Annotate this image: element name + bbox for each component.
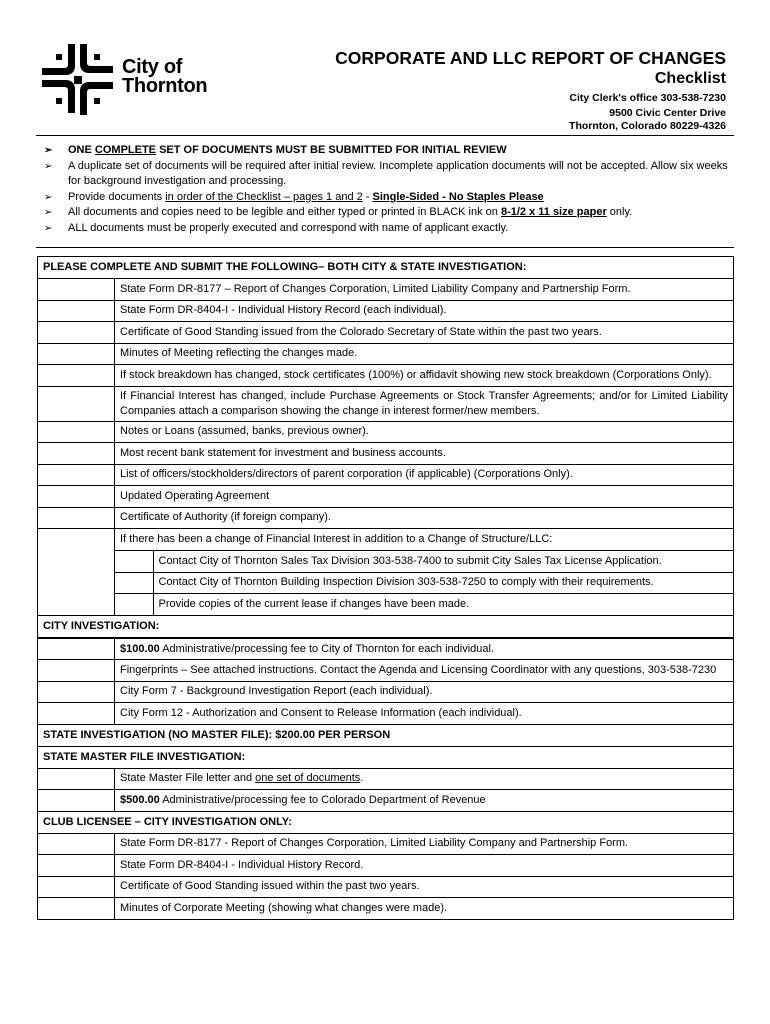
fee-amount: $500.00 xyxy=(120,793,160,806)
checklist-item: City Form 12 - Authorization and Consent to Release Information (each individual). xyxy=(115,703,734,725)
checkbox-cell[interactable] xyxy=(38,703,115,725)
checkbox-cell[interactable] xyxy=(38,681,115,703)
checklist-item: City Form 7 - Background Investigation Report (each individual). xyxy=(115,681,734,703)
section-heading-city: CITY INVESTIGATION: xyxy=(38,616,734,639)
checklist-row xyxy=(38,833,734,855)
checklist-row xyxy=(38,876,734,898)
checkbox-cell[interactable] xyxy=(38,486,115,508)
checklist-item: If there has been a change of Financial Interest in addition to a Change of Structure/LLC: xyxy=(115,529,734,551)
sub-checklist-item: Contact City of Thornton Building Inspection Division 303-538-7250 to comply with their requirements. xyxy=(153,572,733,594)
section-heading-club: CLUB LICENSEE – CITY INVESTIGATION ONLY: xyxy=(38,811,734,833)
checkbox-cell[interactable] xyxy=(38,660,115,682)
checklist-item: Minutes of Corporate Meeting (showing what changes were made). xyxy=(115,898,734,920)
checkbox-cell[interactable] xyxy=(38,464,115,486)
checklist-row xyxy=(38,768,734,790)
checklist-row xyxy=(38,790,734,812)
checklist-item-fee xyxy=(115,638,734,660)
checklist-item: State Form DR-8404-I - Individual History Record. xyxy=(115,855,734,877)
checklist-row xyxy=(38,443,734,465)
checklist-row xyxy=(38,681,734,703)
checkbox-cell[interactable] xyxy=(38,855,115,877)
thornton-logo-mark-icon xyxy=(38,40,118,120)
checkbox-cell[interactable] xyxy=(38,279,115,301)
checklist-item: If Financial Interest has changed, include Purchase Agreements or Stock Transfer Agreements; and/or for Limited Liability Companies attach a comparison showing the change in interest former/new members. xyxy=(115,386,734,421)
checklist-table xyxy=(37,256,734,920)
checklist-row xyxy=(38,855,734,877)
checkbox-cell[interactable] xyxy=(38,898,115,920)
sub-checkbox-cell[interactable] xyxy=(115,551,153,573)
arrow-bullet-icon: ➢ xyxy=(44,207,53,218)
checklist-item: State Form DR-8177 - Report of Changes Corporation, Limited Liability Company and Partnership Form. xyxy=(115,833,734,855)
checklist-item: State Form DR-8404-I - Individual History Record (each individual). xyxy=(115,300,734,322)
checklist-row xyxy=(38,507,734,529)
checklist-row xyxy=(38,322,734,344)
checklist-item: State Form DR-8177 – Report of Changes Corporation, Limited Liability Company and Partnership Form. xyxy=(115,279,734,301)
section-heading-row xyxy=(38,724,734,746)
checklist-item: Notes or Loans (assumed, banks, previous owner). xyxy=(115,421,734,443)
checklist-item: Certificate of Good Standing issued from the Colorado Secretary of State within the past two years. xyxy=(115,322,734,344)
sub-checklist-row xyxy=(115,594,733,616)
checklist-row xyxy=(38,421,734,443)
sub-checkbox-cell[interactable] xyxy=(115,572,153,594)
arrow-bullet-icon: ➢ xyxy=(44,191,53,203)
arrow-bullet-icon: ➢ xyxy=(44,160,53,172)
arrow-bullet-icon: ➢ xyxy=(44,222,53,234)
checkbox-cell[interactable] xyxy=(38,768,115,790)
instruction-item: ➢ A duplicate set of documents will be required after initial review. Incomplete application documents will not be accepted. Allow six weeks for background investigation and processing. xyxy=(44,159,728,187)
section-heading-row xyxy=(38,257,734,279)
address-city: Thornton, Colorado 80229-4326 xyxy=(569,120,726,132)
sub-checklist-item: Provide copies of the current lease if changes have been made. xyxy=(153,594,733,616)
checklist-item: If stock breakdown has changed, stock certificates (100%) or affidavit showing new stock breakdown (Corporations Only). xyxy=(115,365,734,387)
checkbox-cell[interactable] xyxy=(38,876,115,898)
checklist-row xyxy=(38,343,734,365)
checklist-row xyxy=(38,529,734,551)
checklist-item: Most recent bank statement for investment and business accounts. xyxy=(115,443,734,465)
instruction-item: ➢ ALL documents must be properly executed and correspond with name of applicant exactly. xyxy=(44,221,732,237)
section-heading-state: STATE INVESTIGATION (NO MASTER FILE): $200.00 PER PERSON xyxy=(38,724,734,746)
logo-line-thornton: Thornton xyxy=(122,75,208,97)
checkbox-cell[interactable] xyxy=(38,443,115,465)
instruction-item: ➢ ONE COMPLETE SET OF DOCUMENTS MUST BE SUBMITTED FOR INITIAL REVIEW xyxy=(44,143,732,159)
checklist-item: Certificate of Authority (if foreign company). xyxy=(115,507,734,529)
section-heading-row xyxy=(38,616,734,639)
logo-wordmark xyxy=(122,58,207,96)
logo-line-city-of: City of xyxy=(122,56,183,78)
checkbox-cell[interactable] xyxy=(38,386,115,421)
address-street: 9500 Civic Center Drive xyxy=(609,107,726,119)
checkbox-cell[interactable] xyxy=(38,343,115,365)
sub-checklist-row xyxy=(115,551,733,573)
checklist-row xyxy=(38,365,734,387)
checkbox-cell[interactable] xyxy=(38,529,115,616)
checklist-item: Minutes of Meeting reflecting the changes made. xyxy=(115,343,734,365)
document-subtitle: Checklist xyxy=(654,70,726,87)
city-logo xyxy=(38,40,233,120)
section-heading-city-state: PLEASE COMPLETE AND SUBMIT THE FOLLOWING– BOTH CITY & STATE INVESTIGATION: xyxy=(38,257,734,279)
checklist-item-fee xyxy=(115,790,734,812)
instruction-list xyxy=(44,143,732,236)
checklist-row xyxy=(38,486,734,508)
sub-checklist-row xyxy=(115,572,733,594)
sub-checklist xyxy=(115,550,734,616)
checkbox-cell[interactable] xyxy=(38,365,115,387)
checkbox-cell[interactable] xyxy=(38,300,115,322)
fee-description: Administrative/processing fee to City of Thornton for each individual. xyxy=(159,642,495,655)
sub-checklist-row xyxy=(38,550,734,616)
checklist-row xyxy=(38,703,734,725)
checklist-row xyxy=(38,386,734,421)
checkbox-cell[interactable] xyxy=(38,833,115,855)
checklist-item-master-letter: State Master File letter and one set of documents. xyxy=(115,768,734,790)
checklist-row xyxy=(38,300,734,322)
instructions-divider xyxy=(36,247,734,248)
clerk-office-phone: City Clerk's office 303-538-7230 xyxy=(569,92,726,104)
checklist-item: List of officers/stockholders/directors of parent corporation (if applicable) (Corporations Only). xyxy=(115,464,734,486)
sub-checkbox-cell[interactable] xyxy=(115,594,153,616)
fee-description: Administrative/processing fee to Colorado Department of Revenue xyxy=(159,793,486,806)
section-heading-master-file: STATE MASTER FILE INVESTIGATION: xyxy=(38,746,734,768)
sub-checklist-item: Contact City of Thornton Sales Tax Division 303-538-7400 to submit City Sales Tax License Application. xyxy=(158,554,662,567)
checklist-item: Updated Operating Agreement xyxy=(115,486,734,508)
checkbox-cell[interactable] xyxy=(38,421,115,443)
fee-amount: $100.00 xyxy=(120,642,160,655)
header-divider xyxy=(36,135,734,136)
sub-checklist-table xyxy=(115,551,733,616)
checklist-item: Certificate of Good Standing issued within the past two years. xyxy=(115,876,734,898)
checkbox-cell[interactable] xyxy=(38,790,115,812)
instruction-item: ➢ All documents and copies need to be legible and either typed or printed in BLACK ink on 8-1/2 x 11 size paper only. xyxy=(44,205,732,221)
instruction-item: ➢ Provide documents in order of the Checklist – pages 1 and 2 - Single-Sided - No Staples Please xyxy=(44,190,732,206)
checklist-row xyxy=(38,660,734,682)
section-heading-row xyxy=(38,746,734,768)
checklist-row xyxy=(38,279,734,301)
arrow-bullet-icon: ➢ xyxy=(44,145,53,156)
checklist-row xyxy=(38,638,734,660)
checklist-row xyxy=(38,898,734,920)
checkbox-cell[interactable] xyxy=(38,638,115,660)
document-title: CORPORATE AND LLC REPORT OF CHANGES xyxy=(335,48,726,68)
checkbox-cell[interactable] xyxy=(38,322,115,344)
checklist-row xyxy=(38,464,734,486)
section-heading-row xyxy=(38,811,734,833)
checkbox-cell[interactable] xyxy=(38,507,115,529)
checklist-item: Fingerprints – See attached instructions. Contact the Agenda and Licensing Coordinator with any questions, 303-538-7230 xyxy=(115,660,734,682)
